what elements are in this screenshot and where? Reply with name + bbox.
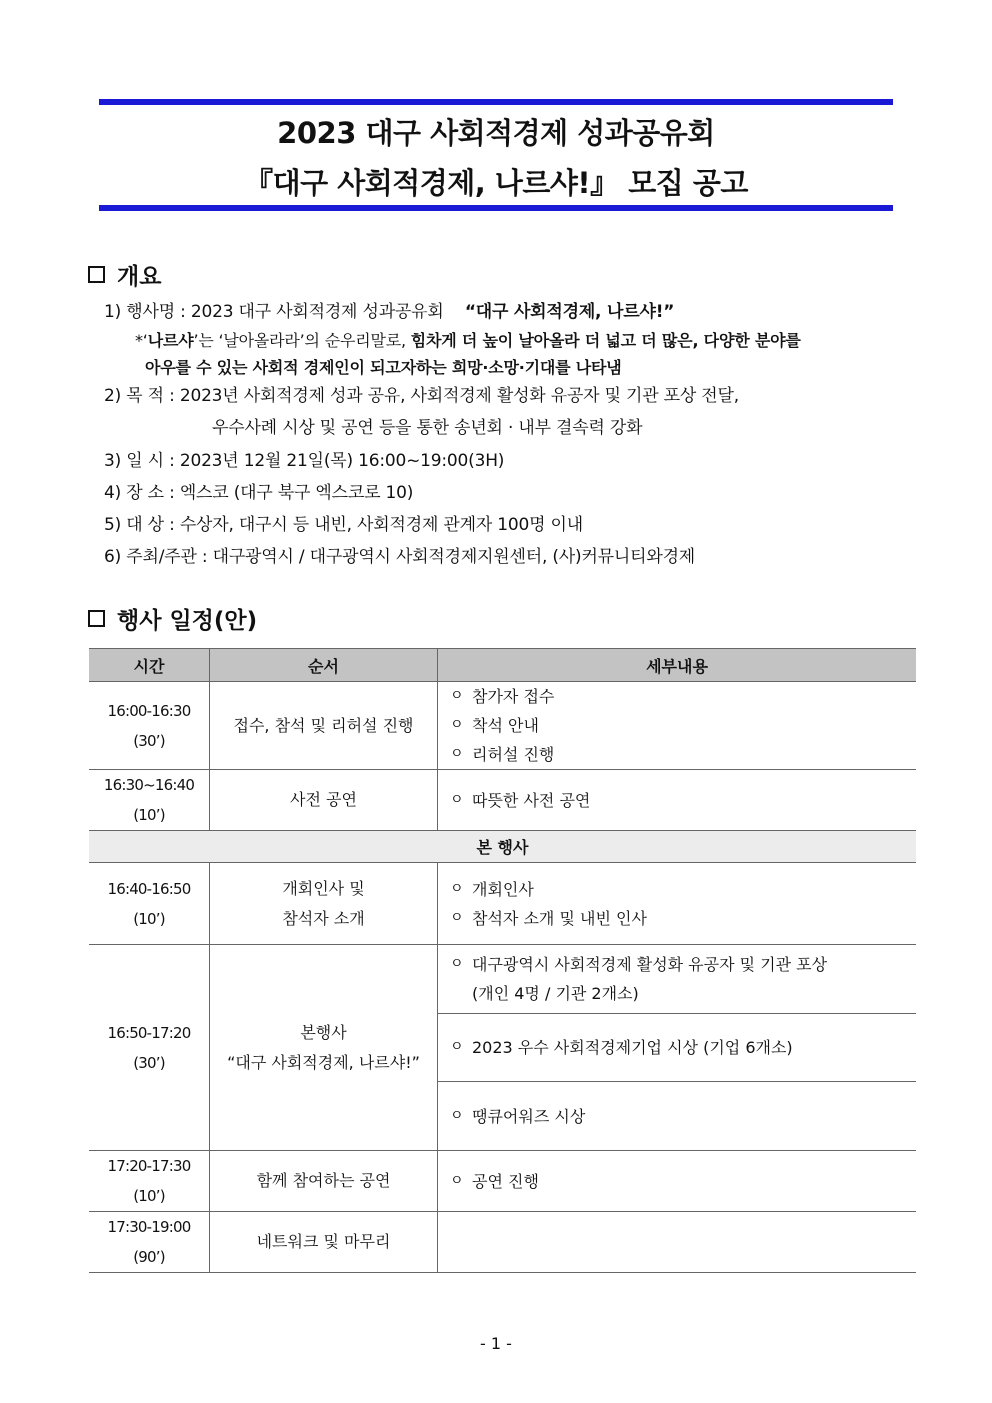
schedule-table [89,648,916,1273]
note-mid: ’는 ‘날아올라라’의 순우리말로, [193,331,411,350]
detail-text: 대구광역시 사회적경제 활성화 유공자 및 기관 포상 [472,955,828,974]
duration: (10’) [133,806,165,824]
event-name-note-2: 아우를 수 있는 사회적 경제인이 되고자하는 희망·소망·기대를 나타냄 [145,358,622,377]
bullet-icon: ㅇ [450,880,464,897]
list-item [450,682,916,711]
venue-line: 4) 장 소 : 엑스코 (대구 북구 엑스코로 10) [104,483,414,503]
detail-cell [438,1212,917,1273]
order-cell: 네트워크 및 마무리 [210,1212,438,1273]
checkbox-icon [88,266,105,283]
time-cell [89,1212,210,1273]
time-range: 16:30~16:40 [103,776,195,794]
detail-cell [438,1151,917,1212]
table-row [89,770,916,831]
time-range: 17:30-19:00 [107,1218,191,1236]
list-item [450,711,916,740]
section-schedule-heading [88,602,257,635]
order-cell: 함께 참여하는 공연 [210,1151,438,1212]
order-cell [210,863,438,945]
main-event-band [89,831,916,863]
duration: (90’) [133,1248,165,1266]
time-cell [89,1151,210,1212]
table-row [89,682,916,770]
document-title [99,99,893,211]
header-detail: 세부내용 [438,649,917,682]
section-schedule-label: 행사 일정(안) [117,608,258,634]
detail-subtext: (개인 4명 / 기관 2개소) [472,984,639,1003]
time-cell [89,770,210,831]
list-item [438,1014,916,1082]
bullet-icon: ㅇ [450,956,464,972]
list-item [450,1167,916,1196]
list-item [450,875,916,904]
table-row [89,945,916,1151]
section-overview-label: 개요 [117,264,162,290]
table-header-row [89,649,916,682]
table-row [89,863,916,945]
main-event-band-label: 본 행사 [89,831,916,863]
note-word: 나르샤 [147,331,194,350]
title-top-rule [99,99,893,105]
table-row [89,1212,916,1273]
time-range: 16:40-16:50 [107,879,191,898]
duration: (30’) [133,1053,165,1072]
table-row [89,1151,916,1212]
bullet-icon: ㅇ [450,746,464,762]
order-cell: 접수, 참석 및 리허설 진행 [210,682,438,770]
time-cell [89,682,210,770]
time-range: 16:50-17:20 [107,1023,191,1042]
detail-cell [438,945,917,1151]
bullet-icon: ㅇ [450,1172,464,1189]
section-overview-heading [88,258,161,291]
purpose-line-2: 우수사례 시상 및 공연 등을 통한 송년회 · 내부 결속력 강화 [212,418,643,438]
event-name-value: “대구 사회적경제, 나르샤!” [464,302,675,322]
page-number: - 1 - [480,1334,512,1353]
bullet-icon: ㅇ [450,1107,464,1124]
event-name-note-1 [135,328,801,351]
detail-text: 따뜻한 사전 공연 [472,790,591,810]
detail-text: 참석자 소개 및 내빈 인사 [472,908,647,928]
detail-text: 땡큐어워즈 시상 [472,1106,586,1126]
title-line-1: 2023 대구 사회적경제 성과공유회 [277,116,715,150]
detail-text: 참가자 접수 [472,687,555,706]
header-order: 순서 [210,649,438,682]
time-cell [89,863,210,945]
detail-text: 개회인사 [472,879,534,899]
title-line-2: 『대구 사회적경제, 나르샤!』 모집 공고 [244,166,748,200]
list-item [450,786,916,815]
bullet-icon: ㅇ [450,909,464,926]
order-line-2: “대구 사회적경제, 나르샤!” [227,1052,420,1072]
note-bold-1: 힘차게 더 높이 날아올라 더 넓고 더 많은, 다양한 분야를 [410,331,801,350]
duration: (10’) [133,1187,165,1205]
target-line: 5) 대 상 : 수상자, 대구시 등 내빈, 사회적경제 관계자 100명 이내 [104,515,583,535]
bullet-icon: ㅇ [450,717,464,733]
order-line-1: 본행사 [300,1022,347,1042]
host-line: 6) 주최/주관 : 대구광역시 / 대구광역시 사회적경제지원센터, (사)커뮤니티와경제 [104,547,696,567]
list-item [438,1082,916,1150]
time-range: 17:20-17:30 [107,1157,191,1175]
duration: (30’) [133,731,165,750]
order-line-2: 참석자 소개 [282,908,365,928]
duration: (10’) [133,909,165,928]
event-name-line [104,297,674,322]
header-time: 시간 [89,649,210,682]
detail-text: 2023 우수 사회적경제기업 시상 (기업 6개소) [472,1038,793,1057]
detail-cell [438,863,917,945]
order-cell [210,945,438,1151]
order-cell: 사전 공연 [210,770,438,831]
event-name-label: 1) 행사명 : 2023 대구 사회적경제 성과공유회 [104,302,444,322]
detail-cell [438,682,917,770]
list-item [450,740,916,769]
bullet-icon: ㅇ [450,791,464,808]
list-item [438,945,916,1014]
bullet-icon: ㅇ [450,1039,464,1055]
bullet-icon: ㅇ [450,688,464,704]
detail-text: 공연 진행 [472,1171,539,1191]
detail-text: 리허설 진행 [472,745,555,764]
list-item [450,904,916,933]
time-cell [89,945,210,1151]
date-line: 3) 일 시 : 2023년 12월 21일(목) 16:00~19:00(3H) [104,451,505,471]
time-range: 16:00-16:30 [107,701,191,720]
note-prefix: *‘ [135,331,148,350]
order-line-1: 개회인사 및 [282,878,365,898]
detail-cell [438,770,917,831]
checkbox-icon [88,610,105,627]
detail-text: 착석 안내 [472,716,539,735]
title-bottom-rule [99,205,893,211]
purpose-line-1: 2) 목 적 : 2023년 사회적경제 성과 공유, 사회적경제 활성화 유공자 및 기관 포상 전달, [104,386,739,406]
